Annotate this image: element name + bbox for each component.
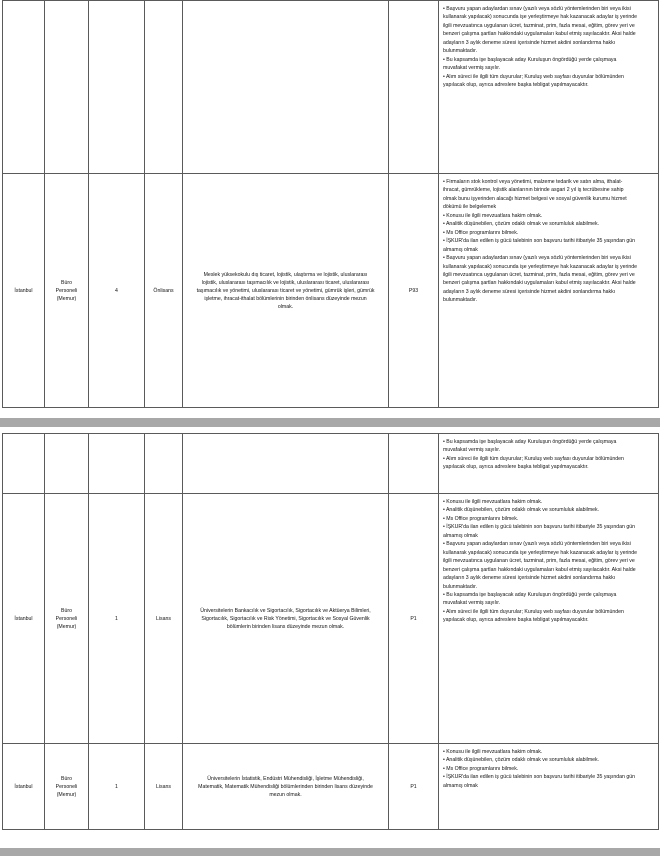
table-row <box>3 174 659 408</box>
notes-cell-line: • Başvuru yapan adaylardan sınav (yazılı veya sözlü yöntemlerinden biri veya ikisi <box>443 541 631 548</box>
city-cell <box>3 174 45 408</box>
position-cell-line: Büro <box>61 607 72 614</box>
notes-cell-line: • Başvuru yapan adaylardan sınav (yazılı veya sözlü yöntemlerinden biri veya ikisi <box>443 255 631 262</box>
city-cell-text: İstanbul <box>14 783 33 790</box>
position-cell <box>45 174 89 408</box>
notes-cell-line: olmak bunu işyerinden alacağı hizmet belgesi ve sosyal güvenlik kurumu hizmet <box>443 195 627 202</box>
notes-cell-line: dökümü ile belgelemek <box>443 204 497 211</box>
table-row <box>3 434 659 494</box>
requirement-cell-line: lojistik, uluslararası taşımacılık ve lojistik, uluslararası ticaret, uluslararası <box>201 279 370 286</box>
page-separator <box>0 418 660 427</box>
position-cell-line: Personeli <box>55 615 78 622</box>
jobs-table-2 <box>2 433 659 830</box>
code-cell <box>389 434 439 494</box>
city-cell <box>3 434 45 494</box>
notes-cell-line: ihracat, gümrükleme, lojistik alanlarının birinde asgari 2 yıl iş tecrübesine sahip <box>443 187 624 194</box>
quota-cell <box>89 494 145 744</box>
quota-cell-text: 4 <box>115 287 118 294</box>
requirement-cell-line: Üniversitelerin Bankacılık ve Sigortacılık, Sigortacılık ve Aktüerya Bilimleri, <box>200 607 371 614</box>
education-cell-text: Lisans <box>156 783 171 790</box>
city-cell-text: İstanbul <box>14 615 33 622</box>
table-row <box>3 1 659 174</box>
notes-cell-line: • Ms Office programlarını bilmek. <box>443 765 519 772</box>
position-cell-line: Personeli <box>55 783 78 790</box>
requirement-cell-line: mezun olmak. <box>269 791 302 798</box>
requirement-cell-line: Matematik, Matematik Mühendisliği bölümlerinden birinden lisans düzeyinde <box>198 783 373 790</box>
notes-cell-line: • Analitik düşünebilen, çözüm odaklı olmak ve sorumluluk alabilmek. <box>443 757 600 764</box>
quota-cell <box>89 744 145 830</box>
notes-cell-line: • İŞKUR'da ilan edilen iş gücü talebinin son başvuru tarihi itibariyle 35 yaşından gün <box>443 238 635 245</box>
notes-cell <box>439 174 659 408</box>
position-cell-line: (Memur) <box>56 623 77 630</box>
notes-cell <box>439 744 659 830</box>
page-separator-bottom <box>0 848 660 856</box>
notes-cell-line: • Ms Office programlarını bilmek. <box>443 515 519 522</box>
code-cell <box>389 494 439 744</box>
notes-cell-line: • Firmaların stok kontrol veya yönetimi, malzeme tedarik ve satın alma, ithalat- <box>443 179 623 185</box>
notes-cell-line: muvafakat vermiş sayılır. <box>443 65 501 72</box>
notes-cell-line: adayların 3 aylık deneme süresi içerisinde hizmet akdini sonlandırma hakkı <box>443 575 616 582</box>
notes-cell <box>439 494 659 744</box>
notes-cell-line: adayların 3 aylık deneme süresi içerisinde hizmet akdini sonlandırma hakkı <box>443 288 616 295</box>
notes-cell-line: • Bu kapsamda işe başlayacak aday Kuruluşun öngördüğü yerde çalışmaya <box>443 439 617 445</box>
notes-cell-line: • Konusu ile ilgili mevzuatlara hakim olmak. <box>443 212 543 219</box>
education-cell <box>145 174 183 408</box>
education-cell <box>145 1 183 174</box>
code-cell-text: P1 <box>410 615 417 622</box>
page-section-1 <box>2 0 658 408</box>
notes-cell-line: almamış olmak <box>443 532 478 539</box>
notes-cell-line: bulunmaktadır. <box>443 583 478 590</box>
position-cell-line: Büro <box>61 279 72 286</box>
notes-cell-line: • Alım süreci ile ilgili tüm duyurular; Kuruluş web sayfası duyurular bölümünden <box>443 455 624 462</box>
table-row <box>3 744 659 830</box>
notes-cell-line: bulunmaktadır. <box>443 48 478 55</box>
notes-cell-line: ilgili mevzuatınca uygulanan ücret, tazminat, prim, fazla mesai, eğitim, görev yeri ve <box>443 22 635 29</box>
notes-cell-line: benzeri çalışma şartları hakkındaki uygulamaları kabul etmiş sayılacaktır. Aksi halde <box>443 566 636 573</box>
notes-cell-line: • İŞKUR'da ilan edilen iş gücü talebinin son başvuru tarihi itibariyle 35 yaşından gün <box>443 774 635 781</box>
code-cell-text: P93 <box>408 287 419 294</box>
notes-cell-line: ilgili mevzuatınca uygulanan ücret, tazminat, prim, fazla mesai, eğitim, görev yeri ve <box>443 271 635 278</box>
notes-cell-line: • Alım süreci ile ilgili tüm duyurular; Kuruluş web sayfası duyurular bölümünden <box>443 73 624 80</box>
code-cell <box>389 174 439 408</box>
quota-cell-text: 1 <box>115 783 118 790</box>
notes-cell-line: • Ms Office programlarını bilmek. <box>443 229 519 236</box>
education-cell-text: Lisans <box>156 615 171 622</box>
notes-cell-line: bulunmaktadır. <box>443 297 478 304</box>
position-cell <box>45 1 89 174</box>
position-cell-line: (Memur) <box>56 295 77 302</box>
notes-cell-line: • Başvuru yapan adaylardan sınav (yazılı veya sözlü yöntemlerinden biri veya ikisi <box>443 6 631 12</box>
notes-cell <box>439 1 659 174</box>
quota-cell-text: 1 <box>115 615 118 622</box>
notes-cell-line: benzeri çalışma şartları hakkındaki uygulamaları kabul etmiş sayılacaktır. Aksi halde <box>443 31 636 38</box>
notes-cell-line: • Analitik düşünebilen, çözüm odaklı olmak ve sorumluluk alabilmek. <box>443 507 600 514</box>
city-cell <box>3 494 45 744</box>
notes-cell-line: kullanarak yapılacak) sonucunda işe yerleştirmeye hak kazanacak adaylar iş yerinde <box>443 549 638 556</box>
position-cell <box>45 494 89 744</box>
requirement-cell-line: bölümlerin birinden lisans düzeyinde mezun olmak. <box>226 623 345 630</box>
notes-cell-line: kullanarak yapılacak) sonucunda işe yerleştirmeye hak kazanacak adaylar iş yerinde <box>443 263 638 270</box>
notes-cell-line: adayların 3 aylık deneme süresi içerisinde hizmet akdini sonlandırma hakkı <box>443 39 616 46</box>
notes-cell-line: • Bu kapsamda işe başlayacak aday Kuruluşun öngördüğü yerde çalışmaya <box>443 591 617 598</box>
requirement-cell-line: Meslek yüksekokulu dış ticaret, lojistik, ulaştırma ve lojistik, uluslararası <box>203 271 368 278</box>
notes-cell-line: • Analitik düşünebilen, çözüm odaklı olmak ve sorumluluk alabilmek. <box>443 221 600 228</box>
notes-cell-line: ilgili mevzuatınca uygulanan ücret, tazminat, prim, fazla mesai, eğitim, görev yeri ve <box>443 558 635 565</box>
requirement-cell-line: Sigortacılık, Sigortacılık ve Risk Yönetimi, Sigortacılık ve Sosyal Güvenlik <box>201 615 370 622</box>
quota-cell <box>89 174 145 408</box>
city-cell-text: İstanbul <box>14 287 33 294</box>
notes-cell-line: yapılacak olup, ayrıca adreslere başka tebligat yapılmayacaktır. <box>443 617 589 624</box>
education-cell <box>145 494 183 744</box>
quota-cell <box>89 434 145 494</box>
notes-cell-line: muvafakat vermiş sayılır. <box>443 600 501 607</box>
notes-cell-line: • Bu kapsamda işe başlayacak aday Kuruluşun öngördüğü yerde çalışmaya <box>443 56 617 63</box>
position-cell-line: Büro <box>61 775 72 782</box>
notes-cell-line: • Konusu ile ilgili mevzuatlara hakim olmak. <box>443 749 543 755</box>
notes-cell-line: yapılacak olup, ayrıca adreslere başka tebligat yapılmayacaktır. <box>443 82 589 89</box>
education-cell-text: Önlisans <box>153 287 174 294</box>
code-cell-text: P1 <box>410 783 417 790</box>
notes-cell-line: • Alım süreci ile ilgili tüm duyurular; Kuruluş web sayfası duyurular bölümünden <box>443 608 624 615</box>
notes-cell-line: almamış olmak <box>443 246 478 253</box>
city-cell <box>3 744 45 830</box>
requirement-cell <box>183 434 389 494</box>
notes-cell-line: • İŞKUR'da ilan edilen iş gücü talebinin son başvuru tarihi itibariyle 35 yaşından gün <box>443 524 635 531</box>
requirement-cell-line: işletme, ihracat-ithalat bölümlerinin birinden önlisans düzeyinde mezun <box>204 295 367 302</box>
jobs-table-1 <box>2 0 659 408</box>
table-row <box>3 494 659 744</box>
quota-cell <box>89 1 145 174</box>
jobs-table-1-body <box>3 1 659 408</box>
requirement-cell-line: olmak. <box>277 303 294 310</box>
education-cell <box>145 434 183 494</box>
position-cell-line: Personeli <box>55 287 78 294</box>
notes-cell-line: benzeri çalışma şartları hakkındaki uygulamaları kabul etmiş sayılacaktır. Aksi halde <box>443 280 636 287</box>
position-cell <box>45 744 89 830</box>
code-cell <box>389 744 439 830</box>
requirement-cell <box>183 744 389 830</box>
education-cell <box>145 744 183 830</box>
position-cell-line: (Memur) <box>56 791 77 798</box>
requirement-cell <box>183 174 389 408</box>
notes-cell-line: kullanarak yapılacak) sonucunda işe yerleştirmeye hak kazanacak adaylar iş yerinde <box>443 14 638 21</box>
city-cell <box>3 1 45 174</box>
requirement-cell-line: taşımacılık ve yönetimi, uluslararası ticaret ve yönetimi, gümrük işleri, gümrük <box>196 287 375 294</box>
requirement-cell <box>183 1 389 174</box>
notes-cell-line: yapılacak olup, ayrıca adreslere başka tebligat yapılmayacaktır. <box>443 464 589 471</box>
page-section-2 <box>2 433 658 830</box>
notes-cell-line: • Konusu ile ilgili mevzuatlara hakim olmak. <box>443 499 543 505</box>
notes-cell <box>439 434 659 494</box>
position-cell <box>45 434 89 494</box>
jobs-table-2-body <box>3 434 659 830</box>
code-cell <box>389 1 439 174</box>
notes-cell-line: muvafakat vermiş sayılır. <box>443 447 501 454</box>
requirement-cell <box>183 494 389 744</box>
requirement-cell-line: Üniversitelerin İstatistik, Endüstri Mühendisliği, İşletme Mühendisliği, <box>207 775 364 782</box>
notes-cell-line: almamış olmak <box>443 782 478 789</box>
